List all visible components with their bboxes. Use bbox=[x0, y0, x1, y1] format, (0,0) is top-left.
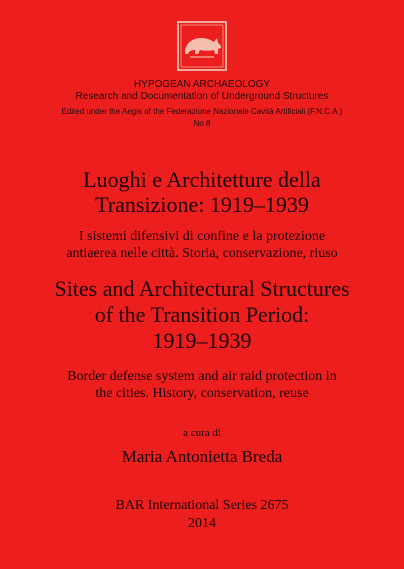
english-title-line-3: 1919–1939 bbox=[152, 328, 252, 353]
italian-subtitle-line-1: I sistemi difensivi di confine e la protezione bbox=[78, 229, 326, 244]
english-subtitle-line-1: Border defense system and air raid protection in bbox=[67, 369, 337, 384]
italian-subtitle-line-2: antiaerea nelle città. Storia, conservazione, riuso bbox=[66, 246, 338, 261]
bar-rhinoceros-logo-icon bbox=[176, 20, 228, 72]
english-title bbox=[0, 276, 404, 354]
italian-subtitle bbox=[0, 228, 404, 262]
series-subtitle: Research and Documentation of Underground Structures bbox=[75, 91, 329, 102]
series-number: No 8 bbox=[193, 119, 211, 128]
english-subtitle bbox=[0, 368, 404, 402]
editor-label: a cura di bbox=[183, 427, 221, 439]
publication-series: BAR International Series 2675 bbox=[115, 498, 289, 513]
italian-title bbox=[0, 167, 404, 217]
series-aegis: Edited under the Aegis of the Federazione Nazionale Cavità Artificiali (F.N.C.A.) bbox=[61, 107, 343, 116]
english-title-line-1: Sites and Architectural Structures bbox=[54, 276, 350, 301]
italian-title-line-1: Luoghi e Architetture della bbox=[83, 167, 321, 192]
italian-title-line-2: Transizione: 1919–1939 bbox=[95, 192, 309, 217]
english-title-line-2: of the Transition Period: bbox=[94, 302, 310, 327]
publication-year: 2014 bbox=[188, 516, 216, 531]
english-subtitle-line-2: the cities. History, conservation, reuse bbox=[95, 386, 309, 401]
series-title: HYPOGEAN ARCHAEOLOGY bbox=[133, 79, 271, 90]
series-info bbox=[0, 79, 404, 129]
editor-name: Maria Antonietta Breda bbox=[121, 447, 283, 466]
